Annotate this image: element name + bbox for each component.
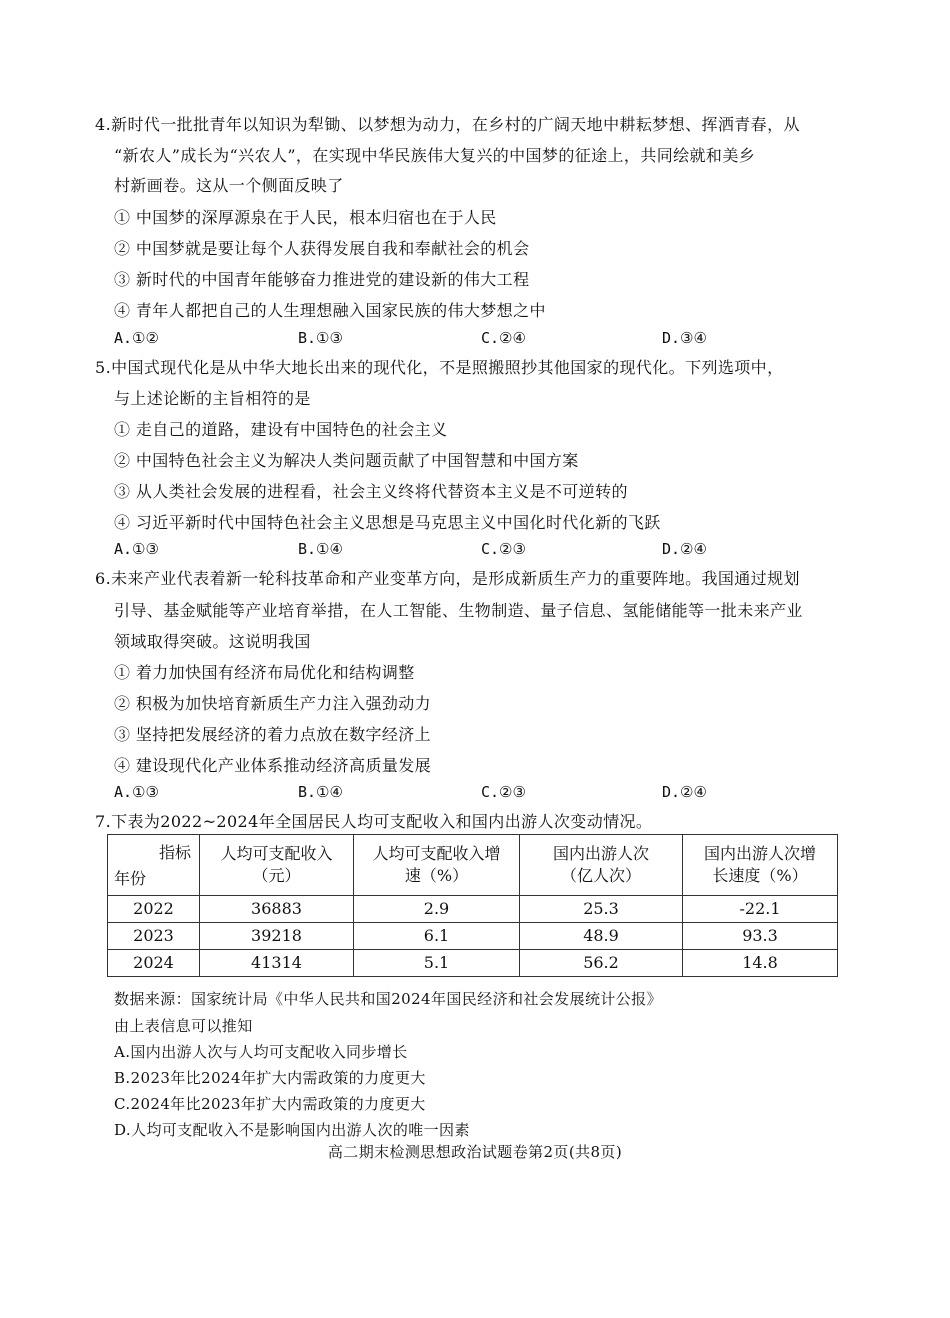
q5-options	[114, 538, 814, 560]
page-footer: 高二期末检测思想政治试题卷第2页(共8页)	[327, 1143, 623, 1161]
q4-stem-line-2: “新农人”成长为“兴农人”，在实现中华民族伟大复兴的中国梦的征途上，共同绘就和美乡	[114, 146, 756, 165]
q7-option-c[interactable]: C.2024年比2023年扩大内需政策的力度更大	[114, 1095, 426, 1113]
table-cell: 48.9	[520, 923, 683, 950]
column-header-income: 人均可支配收入 （元）	[200, 835, 354, 896]
table-row	[108, 896, 838, 923]
table-cell: 93.3	[683, 923, 838, 950]
table-cell: 6.1	[354, 923, 520, 950]
q5-option-a[interactable]: A.①③	[114, 540, 159, 558]
table-cell: 2022	[108, 896, 200, 923]
q6-stem-line-2: 引导、基金赋能等产业培育举措，在人工智能、生物制造、量子信息、氢能储能等一批未来产业	[114, 601, 803, 620]
q6-stem-line-3: 领域取得突破。这说明我国	[114, 632, 311, 651]
q6-options	[114, 781, 814, 803]
q4-statement-4: ④ 青年人都把自己的人生理想融入国家民族的伟大梦想之中	[114, 301, 546, 320]
q5-statement-2: ② 中国特色社会主义为解决人类问题贡献了中国智慧和中国方案	[114, 451, 579, 470]
q6-option-d[interactable]: D.②④	[662, 783, 707, 801]
table-cell: 36883	[200, 896, 354, 923]
table-cell: 2.9	[354, 896, 520, 923]
q4-option-c[interactable]: C.②④	[481, 329, 526, 347]
q4-option-b[interactable]: B.①③	[298, 329, 343, 347]
q6-statement-3: ③ 坚持把发展经济的着力点放在数字经济上	[114, 725, 432, 744]
column-header-trips: 国内出游人次 （亿人次）	[520, 835, 683, 896]
q4-statement-1: ① 中国梦的深厚源泉在于人民，根本归宿也在于人民	[114, 208, 497, 227]
table-cell: 14.8	[683, 950, 838, 977]
q4-options	[114, 327, 814, 349]
column-header-trips-growth: 国内出游人次增 长速度（%）	[683, 835, 838, 896]
table-cell: 41314	[200, 950, 354, 977]
table-corner-cell	[108, 835, 200, 896]
q5-statement-4: ④ 习近平新时代中国特色社会主义思想是马克思主义中国化时代化新的飞跃	[114, 513, 661, 532]
q4-statement-3: ③ 新时代的中国青年能够奋力推进党的建设新的伟大工程	[114, 270, 530, 289]
q4-option-d[interactable]: D.③④	[662, 329, 707, 347]
q6-stem-line-1: 6.未来产业代表着新一轮科技革命和产业变革方向，是形成新质生产力的重要阵地。我国通过规划	[95, 569, 800, 588]
table-cell: 5.1	[354, 950, 520, 977]
table-cell: 2024	[108, 950, 200, 977]
corner-indicator-label: 指标	[158, 843, 191, 862]
q5-statement-3: ③ 从人类社会发展的进程看，社会主义终将代替资本主义是不可逆转的	[114, 482, 628, 501]
table-cell: 2023	[108, 923, 200, 950]
q7-option-a[interactable]: A.国内出游人次与人均可支配收入同步增长	[114, 1043, 408, 1061]
q5-statement-1: ① 走自己的道路，建设有中国特色的社会主义	[114, 420, 448, 439]
q5-option-c[interactable]: C.②③	[481, 540, 526, 558]
q5-option-b[interactable]: B.①④	[298, 540, 343, 558]
q4-stem-line-1: 4.新时代一批批青年以知识为犁锄、以梦想为动力，在乡村的广阔天地中耕耘梦想、挥洒青春，从	[95, 115, 800, 134]
statistics-table	[107, 834, 838, 977]
q5-stem-line-2: 与上述论断的主旨相符的是	[114, 389, 311, 408]
q7-option-d[interactable]: D.人均可支配收入不是影响国内出游人次的唯一因素	[114, 1121, 470, 1139]
q7-stem: 7.下表为2022~2024年全国居民人均可支配收入和国内出游人次变动情况。	[95, 812, 653, 831]
table-row	[108, 923, 838, 950]
q6-statement-1: ① 着力加快国有经济布局优化和结构调整	[114, 663, 415, 682]
q7-lead: 由上表信息可以推知	[114, 1017, 253, 1035]
table-cell: 39218	[200, 923, 354, 950]
q7-data-source: 数据来源：国家统计局《中华人民共和国2024年国民经济和社会发展统计公报》	[114, 990, 662, 1008]
q4-stem-line-3: 村新画卷。这从一个侧面反映了	[114, 176, 344, 195]
column-header-income-growth: 人均可支配收入增 速（%）	[354, 835, 520, 896]
q5-option-d[interactable]: D.②④	[662, 540, 707, 558]
q6-option-b[interactable]: B.①④	[298, 783, 343, 801]
q7-option-b[interactable]: B.2023年比2024年扩大内需政策的力度更大	[114, 1069, 426, 1087]
table-row	[108, 950, 838, 977]
q6-option-c[interactable]: C.②③	[481, 783, 526, 801]
table-cell: 56.2	[520, 950, 683, 977]
q5-stem-line-1: 5.中国式现代化是从中华大地长出来的现代化，不是照搬照抄其他国家的现代化。下列选项中，	[95, 358, 784, 377]
table-cell: -22.1	[683, 896, 838, 923]
q6-statement-4: ④ 建设现代化产业体系推动经济高质量发展	[114, 756, 432, 775]
q6-statement-2: ② 积极为加快培育新质生产力注入强劲动力	[114, 694, 432, 713]
q6-option-a[interactable]: A.①③	[114, 783, 159, 801]
corner-year-label: 年份	[114, 869, 147, 888]
table-header-row	[108, 835, 838, 896]
q4-statement-2: ② 中国梦就是要让每个人获得发展自我和奉献社会的机会	[114, 239, 530, 258]
table-cell: 25.3	[520, 896, 683, 923]
q4-option-a[interactable]: A.①②	[114, 329, 159, 347]
